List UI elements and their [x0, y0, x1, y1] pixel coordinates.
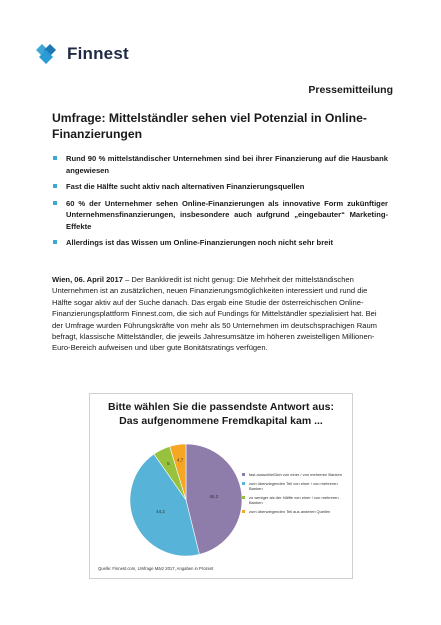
bullet-square-icon [53, 184, 57, 188]
legend-label: zu weniger als der Hälfte von einer / von mehreren Banken [249, 495, 339, 505]
survey-chart [89, 393, 353, 579]
legend-item [242, 481, 346, 491]
bullet-text: Rund 90 % mittelständischer Unternehmen sind bei ihrer Finanzierung auf die Hausbank angewiesen [66, 154, 388, 175]
legend-swatch [242, 473, 245, 476]
brand-name: Finnest [67, 44, 129, 63]
legend-swatch [242, 510, 245, 513]
chart-subtitle: Das aufgenommene Fremdkapital kam ... [119, 415, 323, 427]
body-paragraph [52, 274, 388, 354]
list-item [52, 237, 388, 249]
slice-value-label: 5 [167, 461, 170, 467]
legend-swatch [242, 482, 245, 485]
bullet-text: 60 % der Unternehmer sehen Online-Finanzierungen als innovative Form zukünftiger Unternehmensfinanzierungen, insbesondere auch aufgrund „eingebauter“ Marketing-Effekte [66, 198, 388, 231]
bullet-square-icon [53, 201, 57, 205]
finnest-logo [36, 44, 129, 64]
legend-item [242, 472, 346, 477]
diamond-logo-icon [36, 44, 62, 64]
slice-value-label: 4,7 [176, 457, 184, 463]
page-title: Umfrage: Mittelständler sehen viel Potenzial in Online-Finanzierungen [52, 111, 367, 141]
legend-label: zum überwiegenden Teil von einer / von mehreren Banken [249, 481, 338, 491]
bullet-text: Fast die Hälfte sucht aktiv nach alternativen Finanzierungsquellen [66, 182, 305, 191]
legend-label: fast ausschließlich von einer / von mehreren Banken [249, 472, 342, 477]
document-type: Pressemitteilung [308, 84, 393, 96]
bullet-square-icon [53, 240, 57, 244]
bullet-text: Allerdings ist das Wissen um Online-Finanzierungen noch nicht sehr breit [66, 238, 334, 247]
legend-swatch [242, 496, 245, 499]
chart-legend [242, 472, 346, 518]
legend-item [242, 495, 346, 505]
body-text: – Der Bankkredit ist nicht genug: Die Mehrheit der mittelständischen Unternehmen ist an zusätzlichen, neuen Finanzierungsmöglichkeiten interessiert und rund die Hälfte sogar aktiv auf der Suche danach. Das ergab eine Studie der österreichischen Online-Finanzierungsplattform Finnest.com, die sich auf Fundings für Mittelständler spezialisiert hat. Bei der Umfrage wurden Führungskräfte von mehr als 50 Unternehmen im deutschsprachigen Raum befragt, klassische Mittelständler, die jeweils Jahresumsätze im höheren zweistelligen Millionen-Euro-Bereich aufweisen und über gute Bonitätsratings verfügen. [52, 275, 378, 353]
list-item [52, 181, 388, 193]
chart-title: Bitte wählen Sie die passendste Antwort aus: [108, 401, 334, 413]
slice-value-label: 44,2 [156, 509, 165, 515]
chart-source: Quelle: Finnest.com, Umfrage März 2017, Angaben in Prozent [98, 566, 214, 571]
legend-item [242, 509, 346, 514]
slice-value-label: 46,2 [209, 494, 219, 500]
key-points-list [52, 153, 388, 254]
bullet-square-icon [53, 156, 57, 160]
release-date: Wien, 06. April 2017 [52, 275, 123, 284]
list-item [52, 198, 388, 233]
legend-label: zum überwiegenden Teil aus anderen Quellen [249, 509, 331, 514]
list-item [52, 153, 388, 176]
